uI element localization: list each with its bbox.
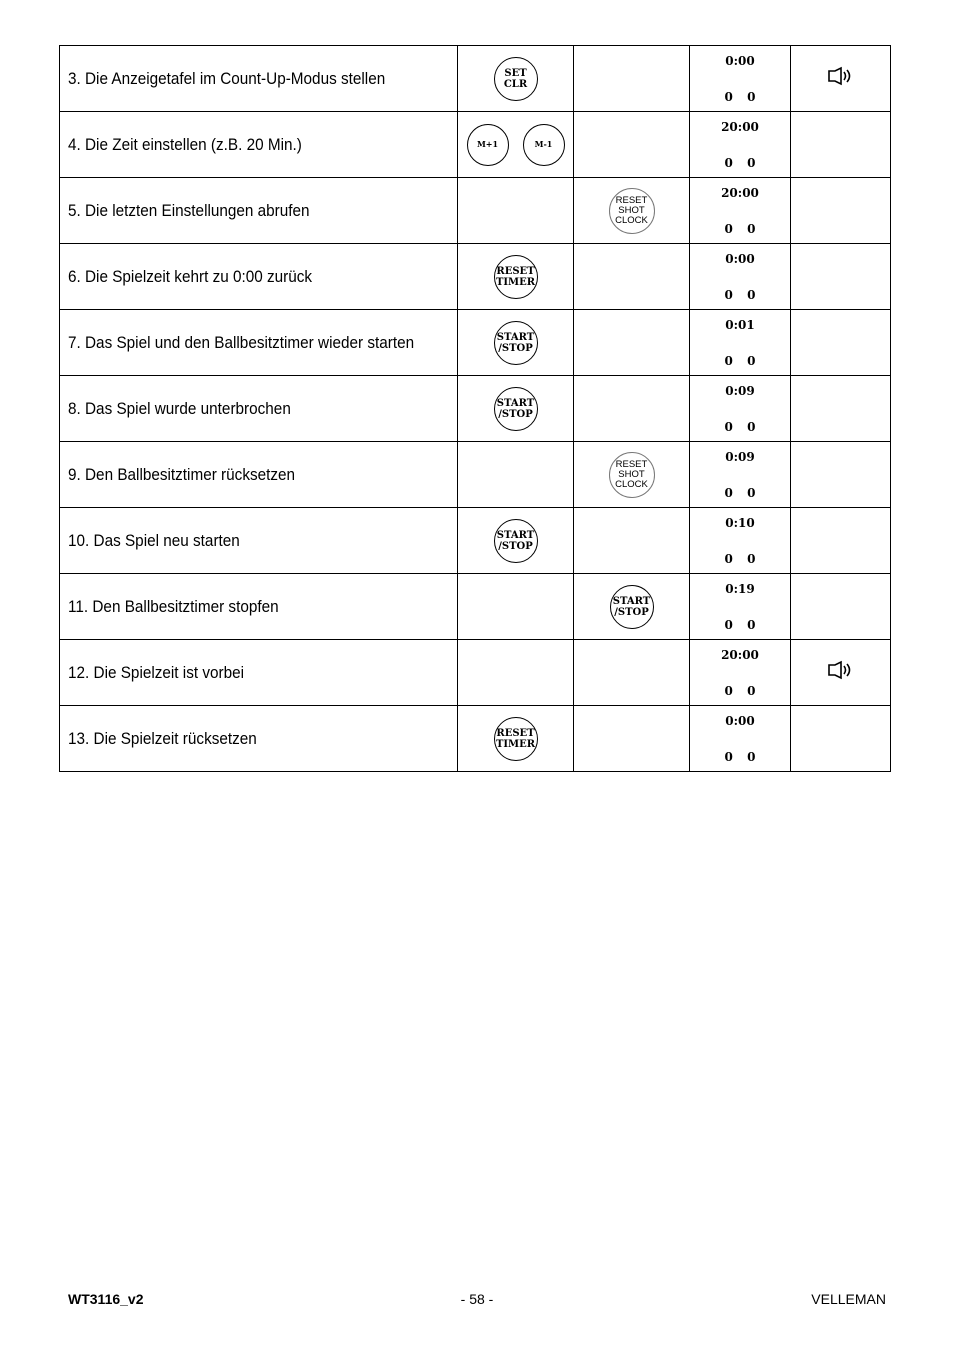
scoreboard-display — [690, 714, 790, 764]
scoreboard-display — [690, 186, 790, 236]
scoreboard-display — [690, 318, 790, 368]
table-row — [60, 706, 891, 772]
secondary-button-cell — [574, 442, 690, 508]
display-cell — [690, 706, 791, 772]
display-cell — [690, 574, 791, 640]
step-cell — [60, 574, 458, 640]
display-time: 0:09 — [725, 449, 755, 464]
device-button-start-stop: START /STOP — [494, 387, 538, 431]
secondary-button-cell — [574, 574, 690, 640]
table-row — [60, 442, 891, 508]
step-cell — [60, 442, 458, 508]
display-cell — [690, 310, 791, 376]
primary-button-cell — [458, 46, 574, 112]
secondary-button-cell — [574, 178, 690, 244]
scoreboard-display — [690, 516, 790, 566]
device-button-m-1: M+1 — [467, 124, 509, 166]
secondary-button-cell — [574, 640, 690, 706]
display-score: 0 0 — [724, 485, 761, 500]
step-text: 8. Das Spiel wurde unterbrochen — [68, 398, 291, 418]
display-time: 0:00 — [725, 53, 755, 68]
device-button-start-stop: START /STOP — [494, 321, 538, 365]
primary-button-cell — [458, 244, 574, 310]
step-cell — [60, 310, 458, 376]
step-cell — [60, 244, 458, 310]
display-cell — [690, 640, 791, 706]
scoreboard-display — [690, 648, 790, 698]
display-time: 0:00 — [725, 251, 755, 266]
primary-button-cell — [458, 376, 574, 442]
display-time: 0:10 — [725, 515, 755, 530]
primary-button-cell — [458, 310, 574, 376]
device-button-set-clr: SET CLR — [494, 57, 538, 101]
step-text: 7. Das Spiel und den Ballbesitztimer wieder starten — [68, 332, 415, 352]
device-button-reset-timer: RESET TIMER — [494, 255, 538, 299]
display-cell — [690, 178, 791, 244]
display-time: 0:00 — [725, 713, 755, 728]
display-score: 0 0 — [724, 89, 761, 104]
step-text: 12. Die Spielzeit ist vorbei — [68, 662, 245, 682]
display-time: 20:00 — [721, 185, 759, 200]
table-row — [60, 508, 891, 574]
display-time: 20:00 — [721, 647, 759, 662]
sound-cell — [791, 640, 891, 706]
display-time: 0:01 — [725, 317, 755, 332]
table-row — [60, 178, 891, 244]
speaker-icon — [827, 66, 855, 91]
scoreboard-display — [690, 582, 790, 632]
step-cell — [60, 640, 458, 706]
primary-button-cell — [458, 706, 574, 772]
step-cell — [60, 112, 458, 178]
steps-table-body — [60, 46, 891, 772]
scoreboard-display — [690, 54, 790, 104]
display-cell — [690, 508, 791, 574]
step-text: 10. Das Spiel neu starten — [68, 530, 240, 550]
display-time: 0:09 — [725, 383, 755, 398]
step-cell — [60, 508, 458, 574]
secondary-button-cell — [574, 508, 690, 574]
step-text: 3. Die Anzeigetafel im Count-Up-Modus stellen — [68, 68, 386, 88]
footer-brand: VELLEMAN — [811, 1291, 886, 1307]
secondary-button-cell — [574, 376, 690, 442]
table-row — [60, 574, 891, 640]
step-text: 5. Die letzten Einstellungen abrufen — [68, 200, 310, 220]
table-row — [60, 244, 891, 310]
device-button-start-stop: START /STOP — [610, 585, 654, 629]
display-time: 0:19 — [725, 581, 755, 596]
device-button-m-1: M-1 — [523, 124, 565, 166]
secondary-button-cell — [574, 310, 690, 376]
step-text: 9. Den Ballbesitztimer rücksetzen — [68, 464, 296, 484]
display-score: 0 0 — [724, 419, 761, 434]
secondary-button-cell — [574, 706, 690, 772]
display-score: 0 0 — [724, 155, 761, 170]
display-score: 0 0 — [724, 683, 761, 698]
display-cell — [690, 244, 791, 310]
device-button-reset-shot-clock: RESET SHOT CLOCK — [609, 452, 655, 498]
sound-cell — [791, 112, 891, 178]
primary-button-cell — [458, 574, 574, 640]
secondary-button-cell — [574, 112, 690, 178]
sound-cell — [791, 574, 891, 640]
speaker-icon — [827, 660, 855, 685]
step-text: 6. Die Spielzeit kehrt zu 0:00 zurück — [68, 266, 313, 286]
sound-cell — [791, 310, 891, 376]
display-cell — [690, 46, 791, 112]
table-row — [60, 46, 891, 112]
display-score: 0 0 — [724, 551, 761, 566]
step-cell — [60, 706, 458, 772]
table-row — [60, 376, 891, 442]
secondary-button-cell — [574, 46, 690, 112]
primary-button-cell — [458, 640, 574, 706]
scoreboard-display — [690, 120, 790, 170]
device-button-reset-shot-clock: RESET SHOT CLOCK — [609, 188, 655, 234]
device-button-start-stop: START /STOP — [494, 519, 538, 563]
scoreboard-display — [690, 450, 790, 500]
display-score: 0 0 — [724, 287, 761, 302]
display-time: 20:00 — [721, 119, 759, 134]
sound-cell — [791, 244, 891, 310]
table-row — [60, 112, 891, 178]
steps-table — [59, 45, 891, 772]
scoreboard-display — [690, 252, 790, 302]
display-cell — [690, 442, 791, 508]
sound-cell — [791, 442, 891, 508]
display-score: 0 0 — [724, 749, 761, 764]
sound-cell — [791, 46, 891, 112]
step-cell — [60, 376, 458, 442]
step-cell — [60, 46, 458, 112]
primary-button-cell — [458, 442, 574, 508]
table-row — [60, 640, 891, 706]
footer-page-number: - 58 - — [460, 1291, 494, 1307]
step-text: 11. Den Ballbesitztimer stopfen — [68, 596, 279, 616]
display-cell — [690, 376, 791, 442]
scoreboard-display — [690, 384, 790, 434]
primary-button-cell — [458, 178, 574, 244]
step-text: 13. Die Spielzeit rücksetzen — [68, 728, 257, 748]
sound-cell — [791, 376, 891, 442]
display-score: 0 0 — [724, 617, 761, 632]
primary-button-cell — [458, 508, 574, 574]
display-score: 0 0 — [724, 353, 761, 368]
step-cell — [60, 178, 458, 244]
primary-button-cell — [458, 112, 574, 178]
table-row — [60, 310, 891, 376]
sound-cell — [791, 178, 891, 244]
sound-cell — [791, 508, 891, 574]
secondary-button-cell — [574, 244, 690, 310]
device-button-reset-timer: RESET TIMER — [494, 717, 538, 761]
footer-model: WT3116_v2 — [68, 1291, 144, 1307]
display-cell — [690, 112, 791, 178]
sound-cell — [791, 706, 891, 772]
display-score: 0 0 — [724, 221, 761, 236]
step-text: 4. Die Zeit einstellen (z.B. 20 Min.) — [68, 134, 302, 154]
